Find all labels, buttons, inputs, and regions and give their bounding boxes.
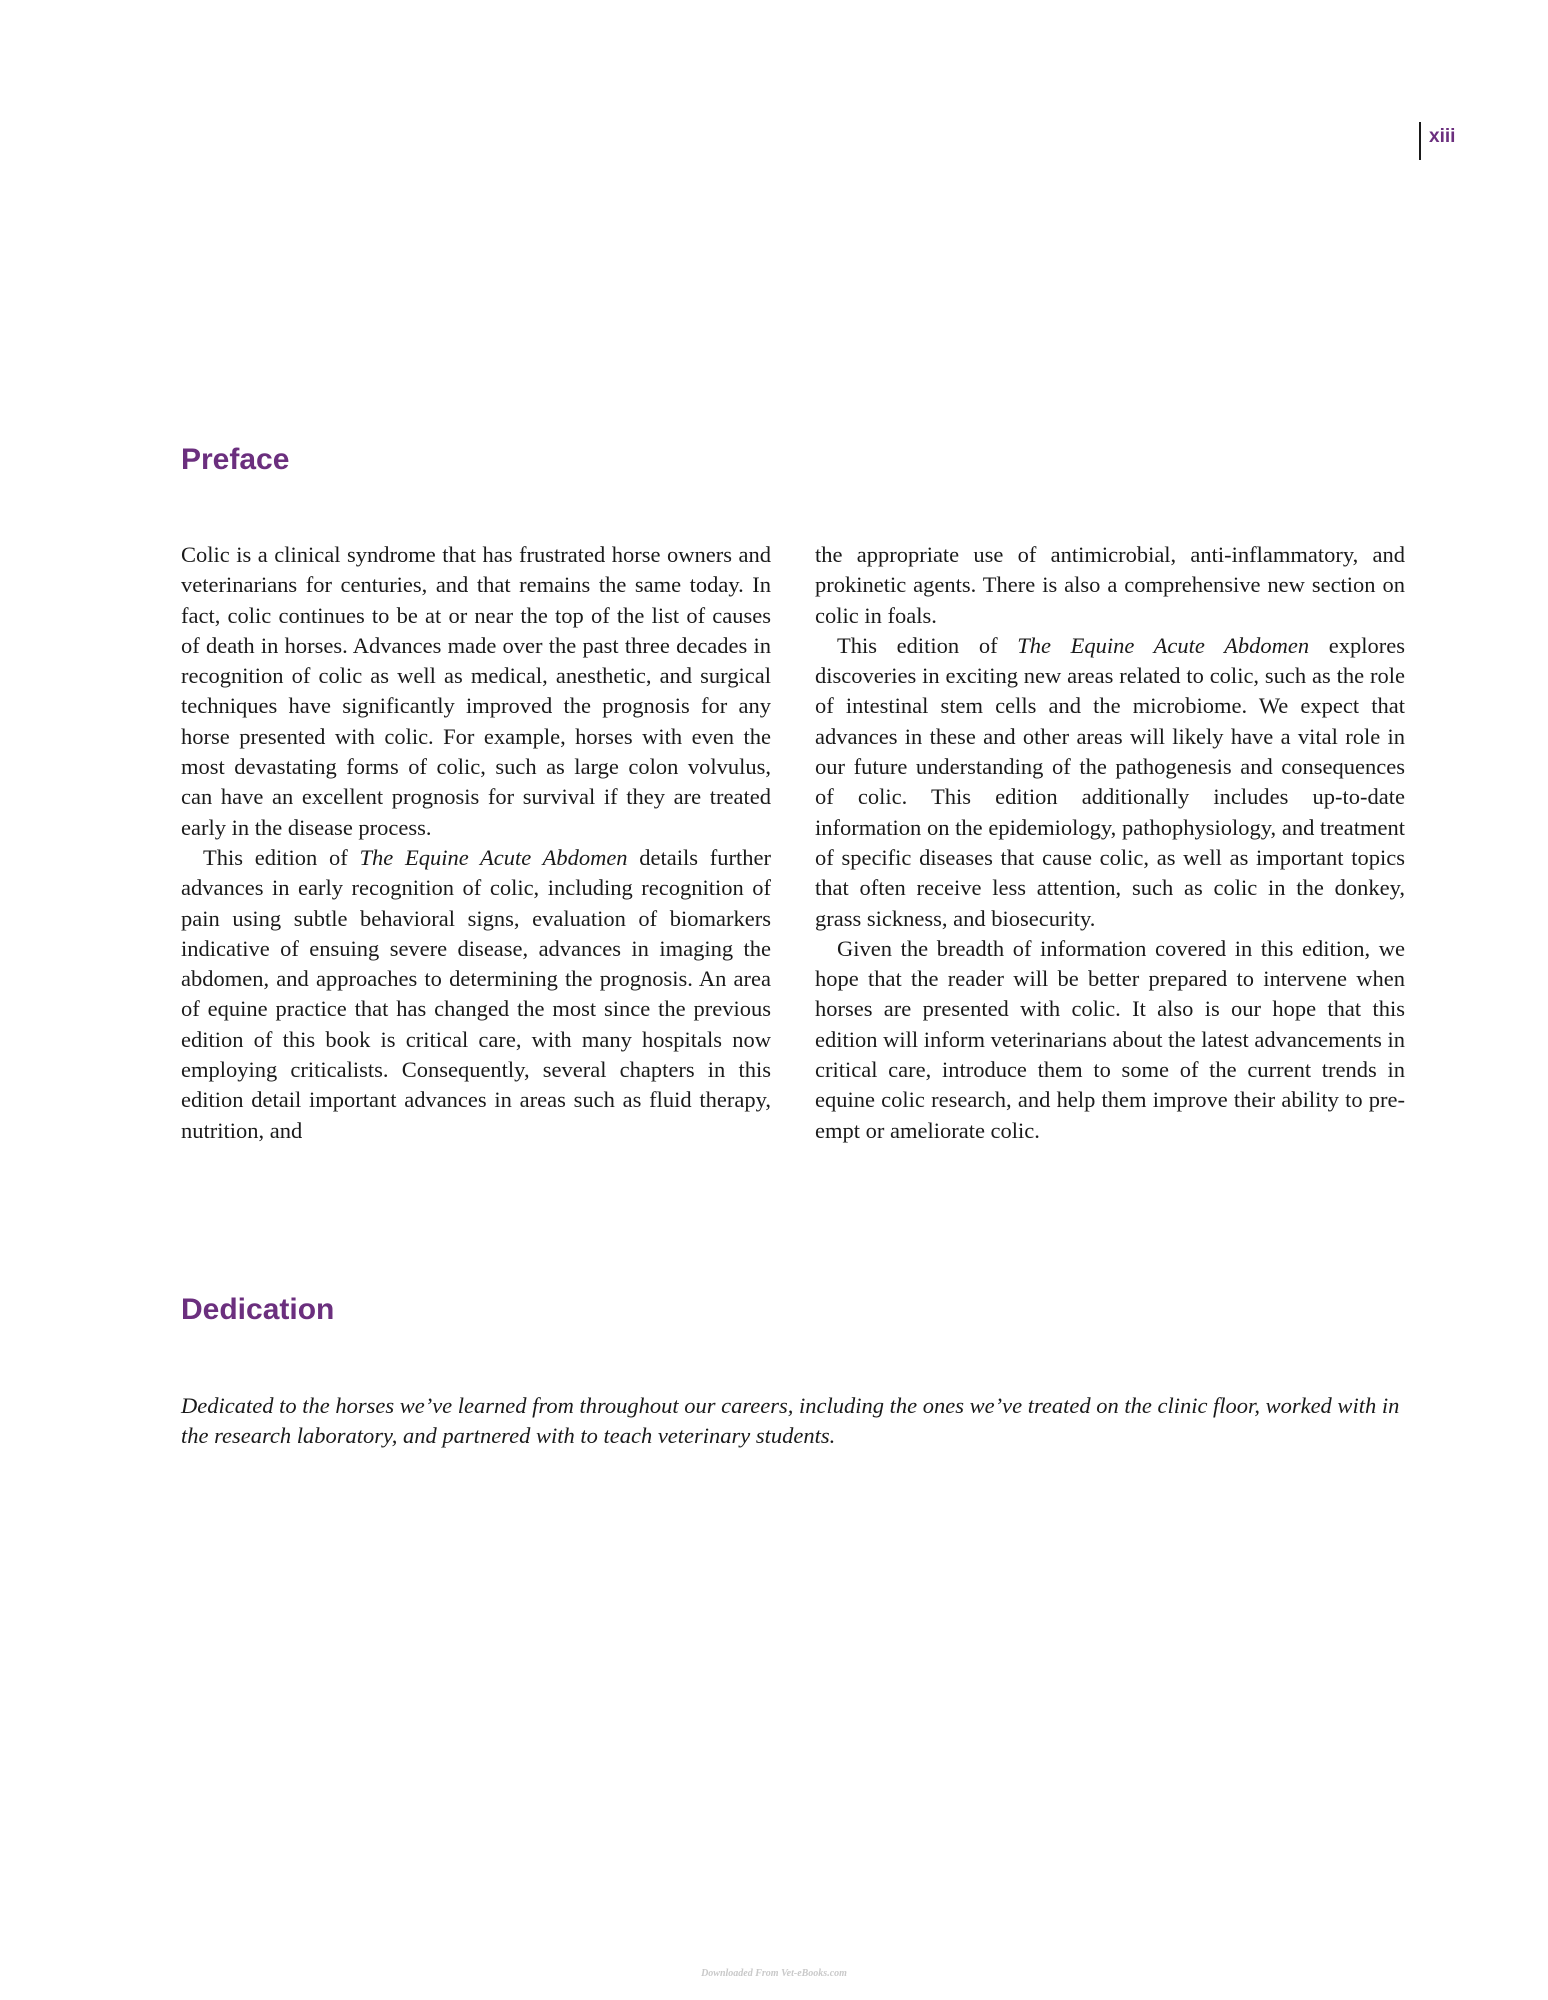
download-watermark: Downloaded From Vet-eBooks.com [701, 1968, 847, 1979]
book-title: The Equine Acute Abdomen [359, 844, 628, 870]
preface-heading: Preface [181, 443, 290, 476]
dedication-text: Dedicated to the horses we’ve learned from throughout our careers, including the ones we’ve treated on the clinic floor, worked with in the research laboratory, and partnered with to teach veterinary students. [181, 1393, 1400, 1449]
preface-paragraph-2-body: details further advances in early recognition of colic, including recognition of pain using subtle behavioral signs, evaluation of biomarkers indicative of ensuing severe disease, advances in imaging the abdomen, and approaches to determining the prognosis. An area of equine practice that has changed the most since the previous edition of this book is critical care, with many hospitals now employing criticalists. Consequently, several chapters in this edition detail important advances in areas such as fluid therapy, nutrition, and [181, 844, 771, 1143]
preface-right-column [815, 540, 1405, 1146]
preface-left-column [181, 540, 771, 1146]
preface-paragraph-1: Colic is a clinical syndrome that has frustrated horse owners and veterinarians for centuries, and that remains the same today. In fact, colic continues to be at or near the top of the list of causes of death in horses. Advances made over the past three decades in recognition of colic as well as medical, anesthetic, and surgical techniques have significantly improved the prognosis for any horse presented with colic. For example, horses with even the most devastating forms of colic, such as large colon volvulus, can have an excellent prognosis for survival if they are treated early in the disease process. [181, 542, 771, 840]
page-number: xiii [1419, 122, 1455, 160]
book-title: The Equine Acute Abdomen [1017, 632, 1310, 658]
preface-paragraph-2-continued: the appropriate use of antimicrobial, anti-inflammatory, and prokinetic agents. There is also a comprehensive new section on colic in foals. [815, 542, 1405, 628]
preface-paragraph-3 [815, 631, 1405, 934]
preface-paragraph-3-body: explores discoveries in exciting new areas related to colic, such as the role of intestinal stem cells and the microbiome. We expect that advances in these and other areas will likely have a vital role in our future understanding of the pathogenesis and consequences of colic. This edition additionally includes up-to-date information on the epidemiology, pathophysiology, and treatment of specific diseases that cause colic, as well as important topics that often receive less attention, such as colic in the donkey, grass sickness, and biosecurity. [815, 632, 1405, 931]
preface-paragraph-2-lead: This edition of [203, 844, 360, 870]
preface-paragraph-2 [181, 843, 771, 1146]
dedication-heading: Dedication [181, 1293, 335, 1326]
preface-paragraph-4: Given the breadth of information covered in this edition, we hope that the reader will be better prepared to intervene when horses are presented with colic. It also is our hope that this edition will inform veterinarians about the latest advancements in critical care, introduce them to some of the current trends in equine colic research, and help them improve their ability to pre-empt or ameliorate colic. [815, 935, 1405, 1143]
preface-paragraph-3-lead: This edition of [837, 632, 1018, 658]
